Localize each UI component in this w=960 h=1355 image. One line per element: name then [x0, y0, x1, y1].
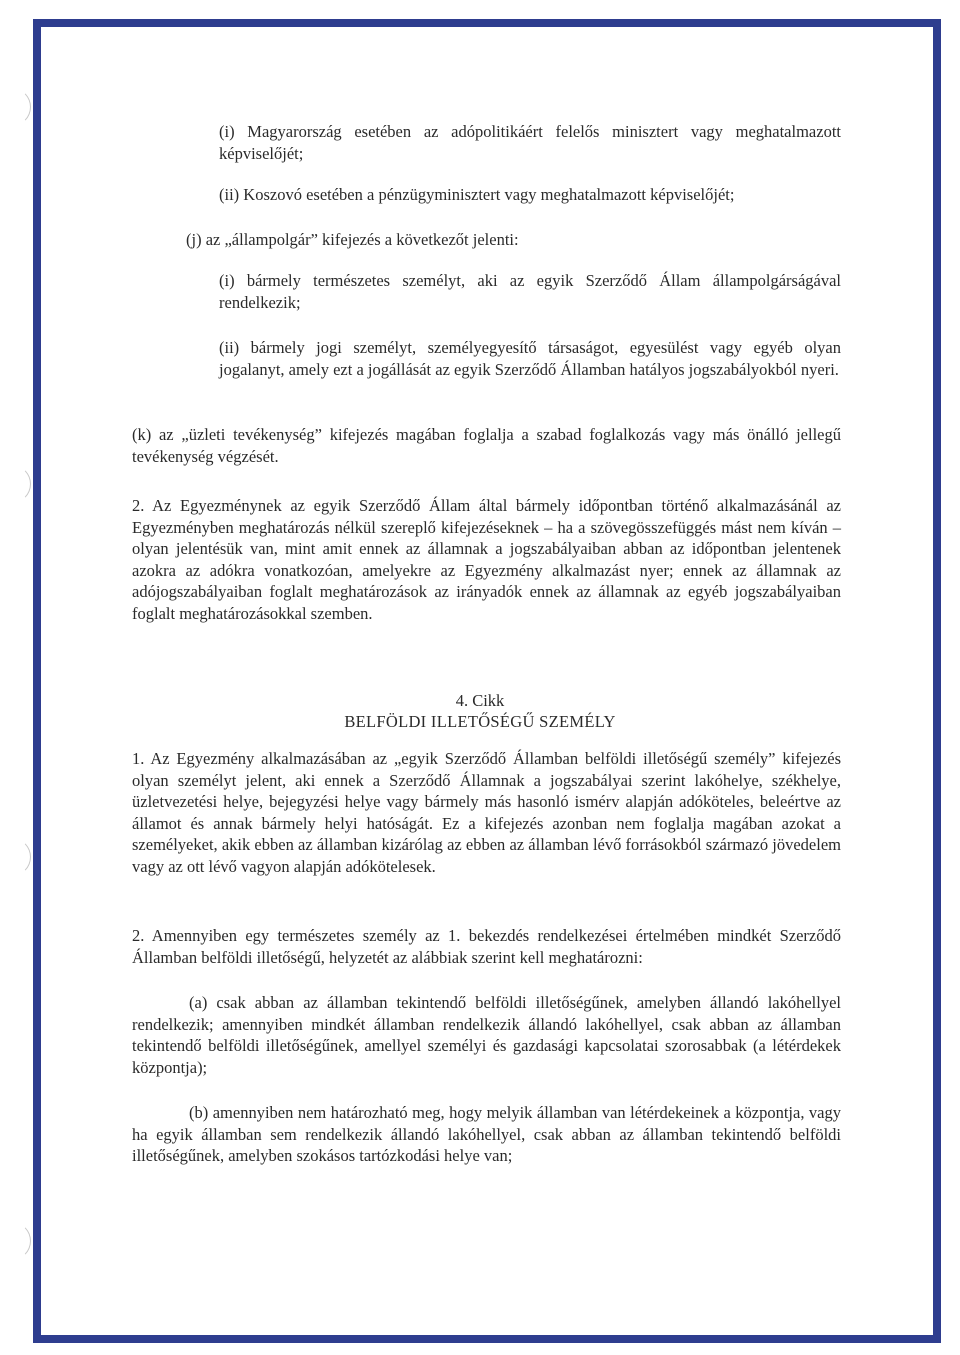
punch-hole	[0, 1222, 31, 1260]
punch-hole	[0, 88, 31, 126]
item-i-hungary: (i) Magyarország esetében az adópolitikáért felelős minisztert vagy meghatalmazott képviselőjét;	[219, 122, 841, 163]
article-paragraph-1: 1. Az Egyezmény alkalmazásában az „egyik Szerződő Államban belföldi illetőségű személy” kifejezés olyan személyt jelent, aki ennek a Szerződő Államnak a jogszabályai szerint lakóhelye, székhelye, üzletvezetési helye, bejegyzési helye vagy bármely más hasonló ismérv alapján adóköteles, beleértve az államot és annak bármely helyi hatóságát. Ez a kifejezés azonban nem foglalja magában azokat a személyeket, akik ebben az államban kizárólag az ebben az államban lévő forrásokból származó jövedelem vagy az ott lévő vagyon alapján adókötelesek.	[132, 749, 841, 876]
item-ii-kosovo: (ii) Koszovó esetében a pénzügyminisztert vagy meghatalmazott képviselőjét;	[219, 185, 735, 204]
article-number: 4. Cikk	[455, 691, 505, 710]
paragraph-2: 2. Az Egyezménynek az egyik Szerződő Állam által bármely időpontban történő alkalmazásánál az Egyezményben meghatározás nélkül szereplő kifejezéseknek – ha a szövegösszefüggés mást nem kíván – olyan jelentésük van, mint amit ennek az államnak a jogszabályaiban abban az időpontban jelentenek azokra az adókra vonatkozóan, amelyekre az Egyezmény alkalmazást nyer; ennek az államnak az adójogszabályaiban foglalt meghatározások az irányadók ennek az államnak az egyéb jogszabályaiban foglalt meghatározásokkal szemben.	[132, 496, 841, 623]
punch-hole	[0, 465, 31, 503]
item-i-natural-person: (i) bármely természetes személyt, aki az egyik Szerződő Állam állampolgárságával rendelkezik;	[219, 271, 841, 312]
item-ii-legal-person: (ii) bármely jogi személyt, személyegyesítő társaságot, egyesülést vagy egyéb olyan jogalanyt, amely ezt a jogállását az egyik Szerződő Államban hatályos jogszabályokból nyeri.	[219, 338, 841, 379]
article-paragraph-2: 2. Amennyiben egy természetes személy az 1. bekezdés rendelkezései értelmében mindkét Szerződő Államban belföldi illetőségű, helyzetét az alábbiak szerint kell meghatározni:	[132, 926, 841, 967]
item-j-citizen: (j) az „állampolgár” kifejezés a következőt jelenti:	[186, 230, 519, 249]
punch-hole	[0, 838, 31, 876]
article-item-b: (b) amennyiben nem határozható meg, hogy melyik államban van létérdekeinek a központja, vagy ha egyik államban sem rendelkezik állandó lakóhellyel, csak abban az államban tekintendő belföldi illetőségűnek, amelyben szokásos tartózkodási helye van;	[132, 1103, 841, 1165]
item-k-business: (k) az „üzleti tevékenység” kifejezés magában foglalja a szabad foglalkozás vagy más önálló jellegű tevékenység végzését.	[132, 425, 841, 466]
article-title: BELFÖLDI ILLETŐSÉGŰ SZEMÉLY	[344, 712, 616, 731]
article-item-a: (a) csak abban az államban tekintendő belföldi illetőségűnek, amelyben állandó lakóhellyel rendelkezik; amennyiben mindkét államban rendelkezik állandó lakóhellyel, csak abban az államban tekintendő belföldi illetőségűnek, amellyel személyi és gazdasági kapcsolatai szorosabbak (a létérdekek központja);	[132, 993, 841, 1077]
